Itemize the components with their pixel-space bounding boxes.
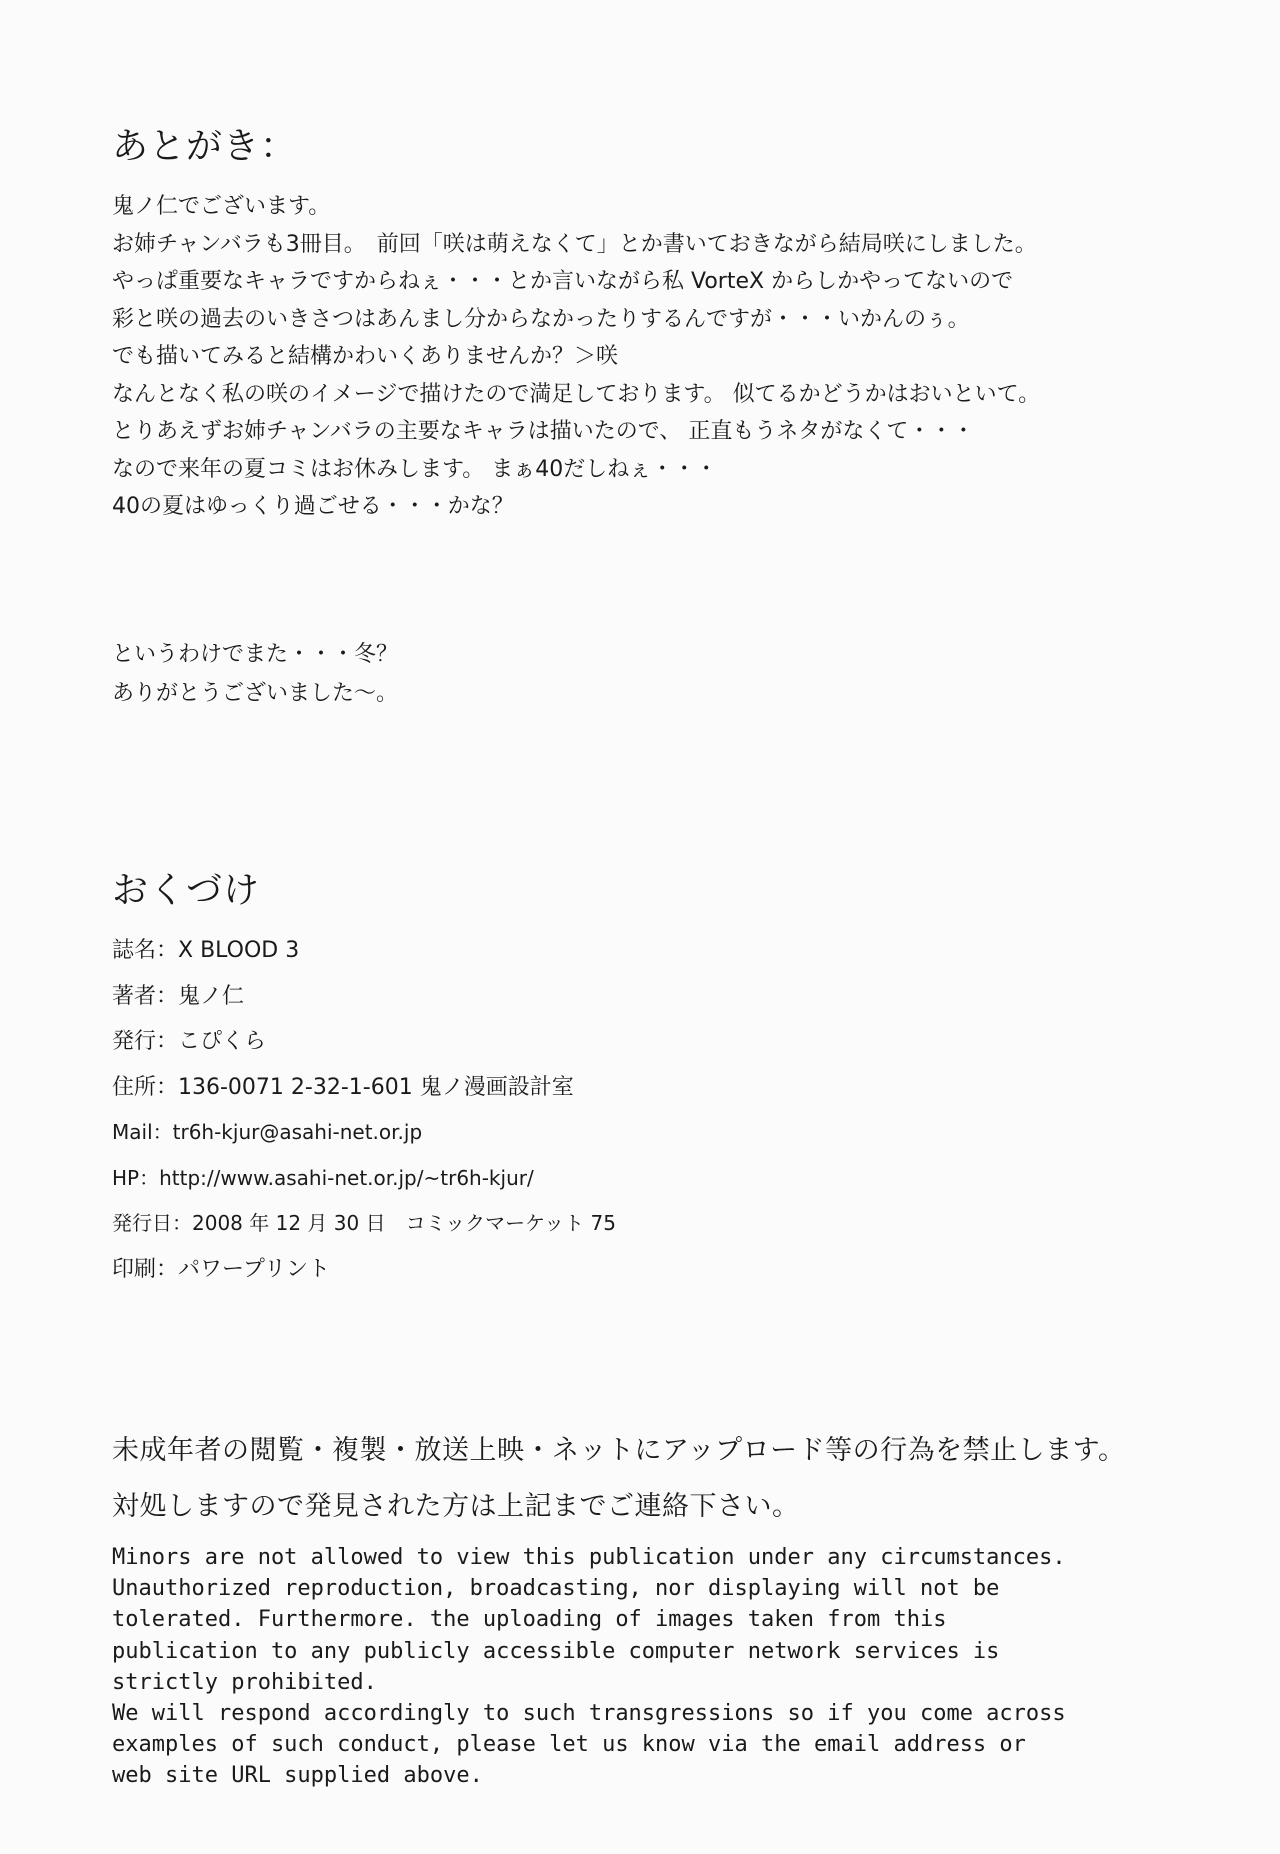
afterword-line: お姉チャンバラも3冊目。 前回「咲は萌えなくて」とか書いておきながら結局咲にしました。 <box>112 231 1037 257</box>
closing-line: というわけでまた・・・冬？ <box>112 642 399 667</box>
warning-en-line: strictly prohibited. <box>112 1669 377 1695</box>
warning-en-line: tolerated. Furthermore. the uploading of images taken from this <box>112 1607 947 1633</box>
colophon-printer-entry: 印刷：パワープリント <box>112 1256 331 1282</box>
warning-jp-line: 対処しますので発見された方は上記までご連絡下さい。 <box>112 1491 800 1522</box>
colophon-title: おくづけ <box>112 870 261 911</box>
warning-japanese <box>112 1423 1262 1535</box>
colophon-title-entry: 誌名：X BLOOD 3 <box>112 938 300 963</box>
afterword-title: あとがき： <box>112 126 298 167</box>
afterword-line: でも描いてみると結構かわいくありませんか？＞咲 <box>112 344 619 369</box>
afterword-line: 彩と咲の過去のいきさつはあんまし分からなかったりするんですが・・・いかんのぅ。 <box>112 306 970 332</box>
colophon-date-entry: 発行日：2008 年 12 月 30 日 コミックマーケット 75 <box>112 1211 616 1235</box>
warning-english <box>112 1542 1212 1792</box>
warning-en-line: We will respond accordingly to such transgressions so if you come across <box>112 1700 1066 1726</box>
closing-line: ありがとうございました～。 <box>112 681 399 706</box>
colophon-list <box>112 928 1212 1292</box>
colophon-homepage-entry: HP：http://www.asahi-net.or.jp/~tr6h-kjur/ <box>112 1165 534 1190</box>
afterword-line: 鬼ノ仁でございます。 <box>112 194 331 219</box>
warning-en-line: web site URL supplied above. <box>112 1763 483 1789</box>
afterword-closing <box>112 635 1212 713</box>
warning-jp-line: 未成年者の閲覧・複製・放送上映・ネットにアップロード等の行為を禁止します。 <box>112 1435 1126 1466</box>
warning-en-line: examples of such conduct, please let us know via the email address or <box>112 1732 1026 1758</box>
afterword-line: なんとなく私の咲のイメージで描けたので満足しております。 似てるかどうかはおいといて。 <box>112 381 1041 407</box>
warning-en-line: publication to any publicly accessible computer network services is <box>112 1638 1000 1664</box>
colophon-mail-entry: Mail：tr6h-kjur@asahi-net.or.jp <box>112 1120 423 1144</box>
warning-en-line: Minors are not allowed to view this publication under any circumstances. <box>112 1545 1066 1570</box>
colophon-address-entry: 住所：136-0071 2-32-1-601 鬼ノ漫画設計室 <box>112 1074 574 1100</box>
colophon-author-entry: 著者：鬼ノ仁 <box>112 983 245 1009</box>
afterword-line: やっぱ重要なキャラですからねぇ・・・とか言いながら私 VorteX からしかやってないので <box>112 269 1014 294</box>
afterword-body <box>112 188 1212 526</box>
afterword-line: なので来年の夏コミはお休みします。 まぁ40だしねぇ・・・ <box>112 456 718 482</box>
colophon-publisher-entry: 発行：こぴくら <box>112 1029 267 1054</box>
afterword-line: とりあえずお姉チャンバラの主要なキャラは描いたので、 正直もうネタがなくて・・・ <box>112 419 975 444</box>
afterword-line: 40の夏はゆっくり過ごせる・・・かな？ <box>112 494 514 519</box>
warning-en-line: Unauthorized reproduction, broadcasting, nor displaying will not be <box>112 1576 1000 1602</box>
